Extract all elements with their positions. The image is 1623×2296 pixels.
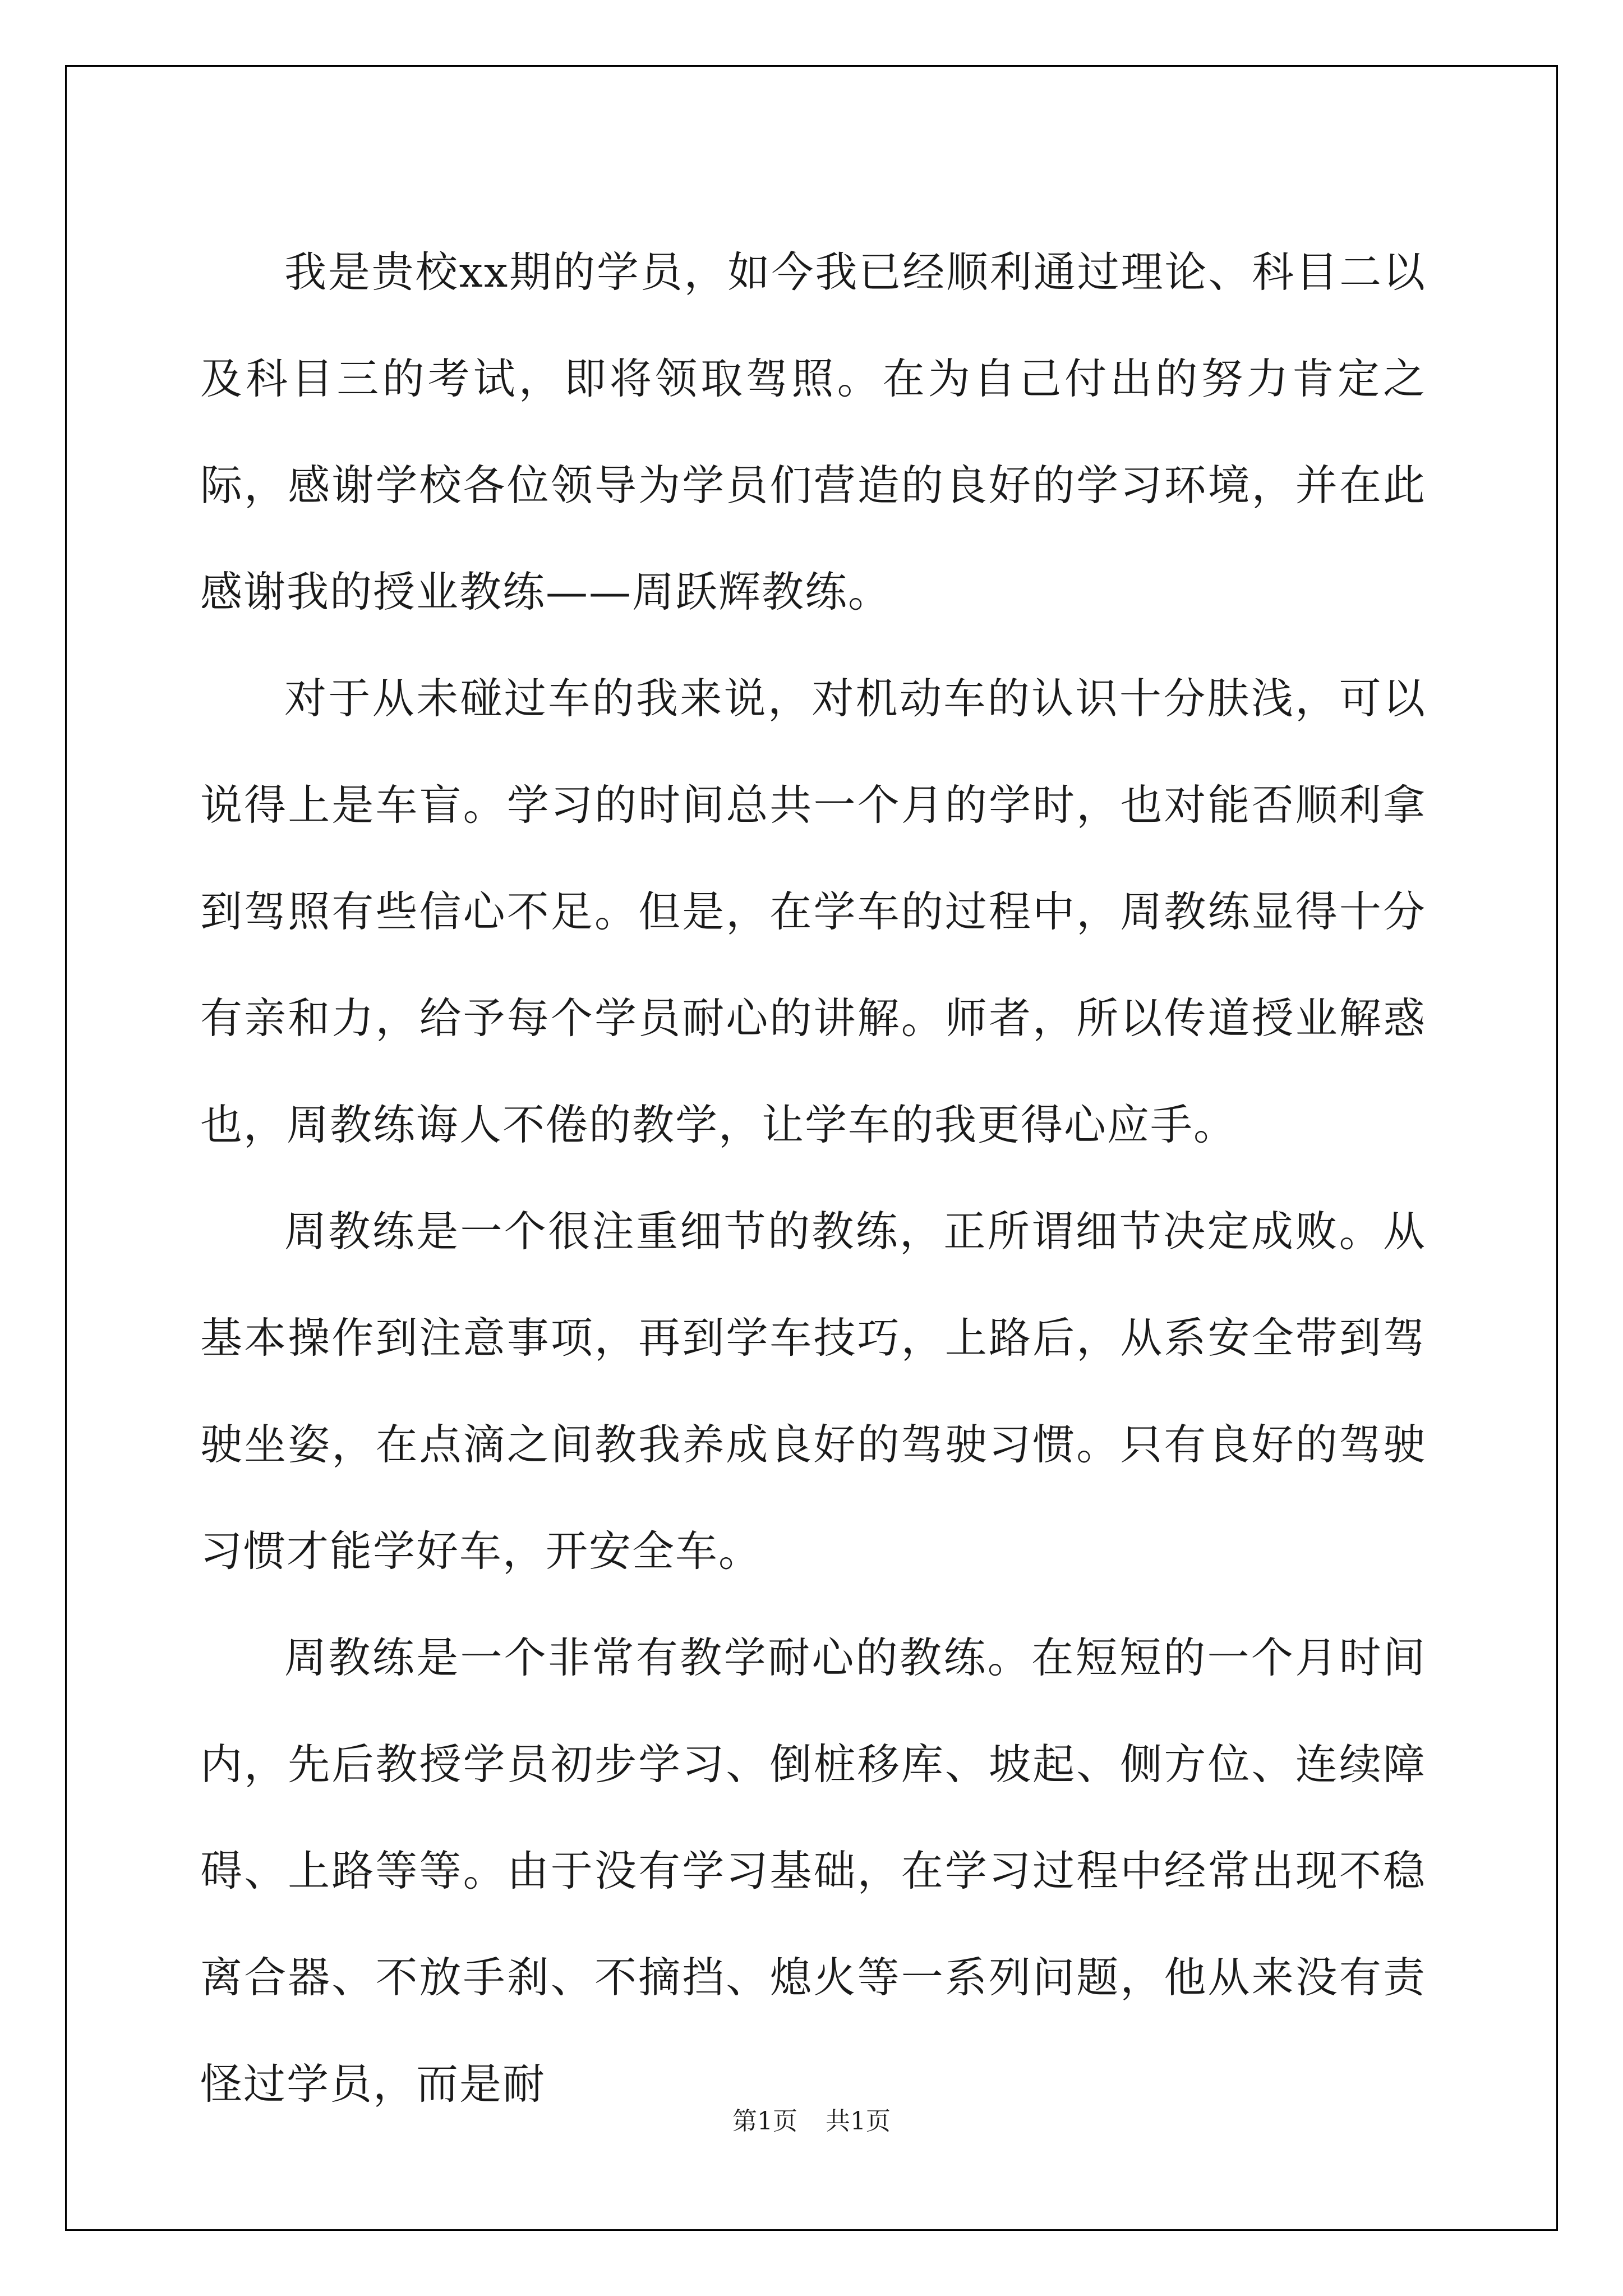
page-number-current: 第1页 bbox=[732, 2107, 797, 2136]
page-number-total: 共1页 bbox=[826, 2107, 891, 2136]
document-body bbox=[200, 219, 1426, 2137]
paragraph-2: 对于从未碰过车的我来说，对机动车的认识十分肤浅，可以说得上是车盲。学习的时间总共一个月的学时，也对能否顺利拿到驾照有些信心不足。但是，在学车的过程中，周教练显得十分有亲和力，给予每个学员耐心的讲解。师者，所以传道授业解惑也，周教练诲人不倦的教学，让学车的我更得心应手。 bbox=[200, 674, 1426, 1149]
paragraph-4: 周教练是一个非常有教学耐心的教练。在短短的一个月时间内，先后教授学员初步学习、倒桩移库、坡起、侧方位、连续障碍、上路等等。由于没有学习基础，在学习过程中经常出现不稳离合器、不放手刹、不摘挡、熄火等一系列问题，他从来没有责怪过学员，而是耐 bbox=[200, 1633, 1426, 2109]
paragraph-1: 我是贵校xx期的学员，如今我已经顺利通过理论、科目二以及科目三的考试，即将领取驾照。在为自己付出的努力肯定之际，感谢学校各位领导为学员们营造的良好的学习环境，并在此感谢我的授业教练——周跃辉教练。 bbox=[200, 247, 1426, 616]
page-footer bbox=[0, 2101, 1623, 2137]
paragraph-3: 周教练是一个很注重细节的教练，正所谓细节决定成败。从基本操作到注意事项，再到学车技巧，上路后，从系安全带到驾驶坐姿，在点滴之间教我养成良好的驾驶习惯。只有良好的驾驶习惯才能学好车，开安全车。 bbox=[200, 1207, 1426, 1576]
